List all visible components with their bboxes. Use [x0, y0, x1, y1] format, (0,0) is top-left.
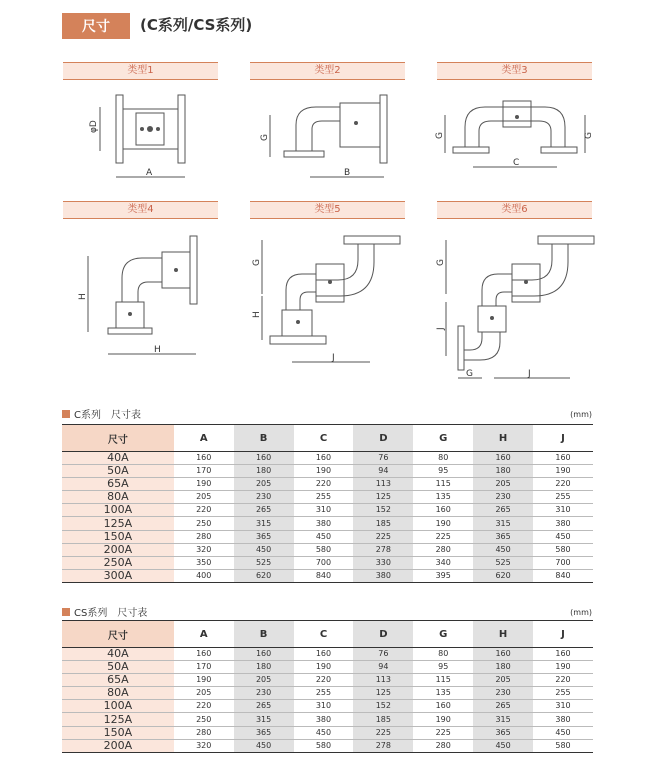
value-cell: 190 [413, 517, 473, 530]
value-cell: 152 [353, 700, 413, 713]
value-cell: 160 [294, 648, 354, 661]
size-cell: 300A [62, 569, 174, 582]
size-cell: 200A [62, 543, 174, 556]
value-cell: 580 [533, 543, 593, 556]
size-cell: 150A [62, 530, 174, 543]
value-cell: 380 [533, 517, 593, 530]
size-cell: 80A [62, 491, 174, 504]
size-cell: 65A [62, 674, 174, 687]
value-cell: 115 [413, 674, 473, 687]
value-cell: 225 [353, 530, 413, 543]
value-cell: 160 [174, 452, 234, 465]
dim-G-label-3a: G [435, 132, 445, 139]
value-cell: 365 [473, 530, 533, 543]
column-header: D [353, 621, 413, 648]
value-cell: 160 [174, 648, 234, 661]
value-cell: 450 [533, 530, 593, 543]
value-cell: 525 [234, 556, 294, 569]
value-cell: 125 [353, 491, 413, 504]
value-cell: 450 [473, 543, 533, 556]
table-row [62, 543, 593, 556]
value-cell: 190 [533, 661, 593, 674]
table-row [62, 700, 593, 713]
value-cell: 700 [294, 556, 354, 569]
value-cell: 190 [174, 674, 234, 687]
column-header: G [413, 425, 473, 452]
value-cell: 160 [234, 452, 294, 465]
size-cell: 50A [62, 465, 174, 478]
value-cell: 380 [294, 517, 354, 530]
type-label-6: 类型6 [437, 201, 592, 219]
table-row [62, 530, 593, 543]
value-cell: 220 [294, 674, 354, 687]
table-header-row [62, 621, 593, 648]
type-label-1: 类型1 [63, 62, 218, 80]
column-header: B [234, 621, 294, 648]
value-cell: 450 [533, 726, 593, 739]
value-cell: 180 [234, 465, 294, 478]
column-header: G [413, 621, 473, 648]
value-cell: 265 [234, 504, 294, 517]
value-cell: 315 [234, 713, 294, 726]
size-cell: 250A [62, 556, 174, 569]
type3-drawing [435, 85, 595, 185]
value-cell: 310 [294, 504, 354, 517]
value-cell: 152 [353, 504, 413, 517]
value-cell: 340 [413, 556, 473, 569]
value-cell: 310 [533, 504, 593, 517]
table-header-row [62, 425, 593, 452]
type2-drawing [260, 85, 400, 185]
dim-A-label-1: A [146, 168, 153, 178]
value-cell: 160 [413, 700, 473, 713]
value-cell: 365 [234, 530, 294, 543]
value-cell: 450 [294, 726, 354, 739]
cs-table-title: CS系列 尺寸表 [62, 604, 147, 619]
table-row [62, 648, 593, 661]
dim-H-label-5: H [252, 311, 262, 318]
value-cell: 230 [234, 491, 294, 504]
value-cell: 225 [353, 726, 413, 739]
table-row [62, 465, 593, 478]
value-cell: 205 [234, 478, 294, 491]
value-cell: 205 [473, 674, 533, 687]
square-bullet-icon [62, 608, 70, 616]
column-header: A [174, 425, 234, 452]
value-cell: 205 [174, 687, 234, 700]
table-row [62, 661, 593, 674]
value-cell: 400 [174, 569, 234, 582]
value-cell: 113 [353, 674, 413, 687]
type6-drawing [434, 226, 604, 386]
column-header: C [294, 621, 354, 648]
value-cell: 580 [294, 543, 354, 556]
table-row [62, 674, 593, 687]
value-cell: 205 [234, 674, 294, 687]
value-cell: 265 [473, 700, 533, 713]
value-cell: 450 [234, 739, 294, 752]
value-cell: 205 [174, 491, 234, 504]
value-cell: 280 [413, 739, 473, 752]
value-cell: 310 [533, 700, 593, 713]
value-cell: 225 [413, 726, 473, 739]
type1-drawing [82, 85, 202, 185]
size-cell: 80A [62, 687, 174, 700]
value-cell: 180 [473, 661, 533, 674]
value-cell: 185 [353, 713, 413, 726]
value-cell: 255 [294, 491, 354, 504]
value-cell: 580 [294, 739, 354, 752]
value-cell: 170 [174, 661, 234, 674]
value-cell: 230 [473, 491, 533, 504]
cs-table-unit: (mm) [570, 608, 592, 617]
value-cell: 380 [294, 713, 354, 726]
type4-drawing [78, 226, 208, 366]
c-table-title: C系列 尺寸表 [62, 406, 141, 421]
value-cell: 190 [174, 478, 234, 491]
value-cell: 280 [174, 726, 234, 739]
value-cell: 220 [174, 700, 234, 713]
value-cell: 115 [413, 478, 473, 491]
type5-drawing [252, 226, 412, 376]
value-cell: 365 [234, 726, 294, 739]
table-row [62, 504, 593, 517]
value-cell: 160 [533, 452, 593, 465]
size-cell: 100A [62, 504, 174, 517]
value-cell: 220 [533, 478, 593, 491]
value-cell: 250 [174, 713, 234, 726]
value-cell: 230 [234, 687, 294, 700]
value-cell: 315 [473, 713, 533, 726]
value-cell: 315 [473, 517, 533, 530]
value-cell: 160 [413, 504, 473, 517]
value-cell: 80 [413, 648, 473, 661]
dim-G-label-6b: G [466, 369, 473, 379]
value-cell: 310 [294, 700, 354, 713]
column-header: H [473, 621, 533, 648]
value-cell: 190 [413, 713, 473, 726]
value-cell: 190 [533, 465, 593, 478]
dim-J-label-6b: J [528, 369, 531, 379]
value-cell: 76 [353, 452, 413, 465]
column-header: 尺寸 [62, 621, 174, 648]
value-cell: 620 [473, 569, 533, 582]
value-cell: 113 [353, 478, 413, 491]
value-cell: 160 [473, 648, 533, 661]
type-label-3: 类型3 [437, 62, 592, 80]
value-cell: 180 [234, 661, 294, 674]
value-cell: 95 [413, 465, 473, 478]
dim-C-label-3: C [513, 158, 520, 168]
value-cell: 135 [413, 491, 473, 504]
dim-B-label-2: B [344, 168, 351, 178]
value-cell: 220 [294, 478, 354, 491]
table-row [62, 713, 593, 726]
c-table-unit: (mm) [570, 410, 592, 419]
value-cell: 380 [353, 569, 413, 582]
value-cell: 125 [353, 687, 413, 700]
value-cell: 255 [533, 491, 593, 504]
value-cell: 450 [473, 739, 533, 752]
dim-phiD-label: φD [89, 120, 99, 133]
dim-G-label-2: G [260, 134, 270, 141]
value-cell: 330 [353, 556, 413, 569]
table-row [62, 556, 593, 569]
value-cell: 450 [294, 530, 354, 543]
table-row [62, 452, 593, 465]
size-cell: 40A [62, 648, 174, 661]
value-cell: 380 [533, 713, 593, 726]
value-cell: 205 [473, 478, 533, 491]
value-cell: 525 [473, 556, 533, 569]
type-label-5: 类型5 [250, 201, 405, 219]
size-cell: 125A [62, 517, 174, 530]
value-cell: 580 [533, 739, 593, 752]
size-cell: 40A [62, 452, 174, 465]
section-tag: 尺寸 [62, 13, 130, 39]
dim-G-label-5: G [252, 259, 262, 266]
value-cell: 700 [533, 556, 593, 569]
column-header: B [234, 425, 294, 452]
value-cell: 135 [413, 687, 473, 700]
value-cell: 180 [473, 465, 533, 478]
value-cell: 94 [353, 661, 413, 674]
table-row [62, 687, 593, 700]
value-cell: 185 [353, 517, 413, 530]
table-row [62, 739, 593, 752]
size-cell: 150A [62, 726, 174, 739]
value-cell: 160 [294, 452, 354, 465]
value-cell: 450 [234, 543, 294, 556]
value-cell: 265 [473, 504, 533, 517]
value-cell: 94 [353, 465, 413, 478]
column-header: J [533, 621, 593, 648]
dim-G-label-3b: G [584, 132, 594, 139]
size-cell: 65A [62, 478, 174, 491]
size-cell: 50A [62, 661, 174, 674]
size-cell: 125A [62, 713, 174, 726]
value-cell: 365 [473, 726, 533, 739]
size-cell: 100A [62, 700, 174, 713]
type-label-2: 类型2 [250, 62, 405, 80]
dim-G-label-6a: G [436, 259, 446, 266]
value-cell: 350 [174, 556, 234, 569]
column-header: C [294, 425, 354, 452]
square-bullet-icon [62, 410, 70, 418]
value-cell: 278 [353, 543, 413, 556]
value-cell: 80 [413, 452, 473, 465]
column-header: 尺寸 [62, 425, 174, 452]
value-cell: 395 [413, 569, 473, 582]
column-header: A [174, 621, 234, 648]
value-cell: 160 [473, 452, 533, 465]
value-cell: 320 [174, 739, 234, 752]
value-cell: 170 [174, 465, 234, 478]
page-title: (C系列/CS系列) [140, 16, 253, 34]
value-cell: 280 [413, 543, 473, 556]
value-cell: 265 [234, 700, 294, 713]
value-cell: 278 [353, 739, 413, 752]
value-cell: 620 [234, 569, 294, 582]
value-cell: 280 [174, 530, 234, 543]
value-cell: 320 [174, 543, 234, 556]
table-row [62, 491, 593, 504]
value-cell: 160 [234, 648, 294, 661]
size-cell: 200A [62, 739, 174, 752]
table-row [62, 478, 593, 491]
dim-H-label-4b: H [154, 345, 161, 355]
value-cell: 840 [533, 569, 593, 582]
value-cell: 220 [533, 674, 593, 687]
value-cell: 315 [234, 517, 294, 530]
value-cell: 190 [294, 661, 354, 674]
c-series-table [62, 424, 593, 583]
value-cell: 250 [174, 517, 234, 530]
value-cell: 190 [294, 465, 354, 478]
value-cell: 255 [294, 687, 354, 700]
value-cell: 255 [533, 687, 593, 700]
column-header: J [533, 425, 593, 452]
value-cell: 840 [294, 569, 354, 582]
dim-J-label-6a: J [436, 327, 446, 330]
value-cell: 220 [174, 504, 234, 517]
column-header: H [473, 425, 533, 452]
table-row [62, 569, 593, 582]
table-row [62, 517, 593, 530]
dim-J-label-5: J [332, 353, 335, 363]
value-cell: 160 [533, 648, 593, 661]
value-cell: 95 [413, 661, 473, 674]
value-cell: 230 [473, 687, 533, 700]
dim-H-label-4: H [78, 293, 88, 300]
value-cell: 76 [353, 648, 413, 661]
column-header: D [353, 425, 413, 452]
type-label-4: 类型4 [63, 201, 218, 219]
cs-series-table [62, 620, 593, 753]
table-row [62, 726, 593, 739]
value-cell: 225 [413, 530, 473, 543]
